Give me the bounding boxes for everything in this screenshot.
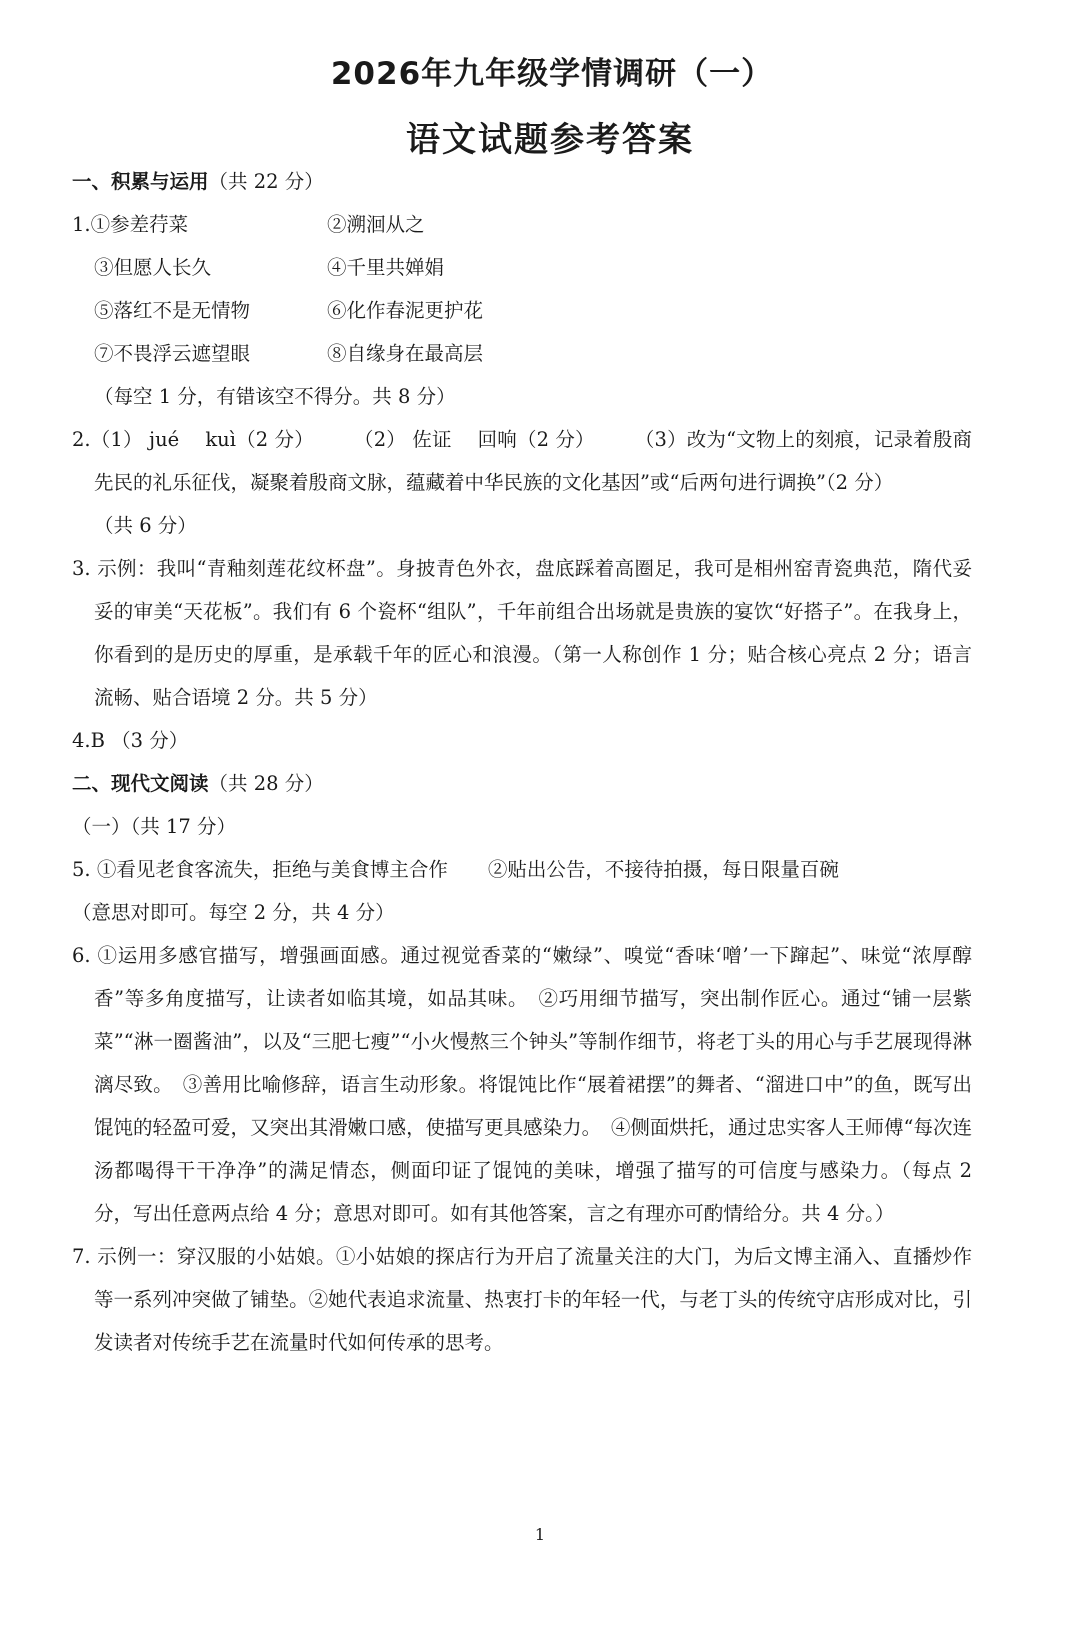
q7-answer: 7. 示例一：穿汉服的小姑娘。①小姑娘的探店行为开启了流量关注的大门，为后文博主涌入、直播炒作等一系列冲突做了铺垫。②她代表追求流量、热衷打卡的年轻一代，与老丁头的传统守店形成对比，引发读者对传统手艺在流量时代如何传承的思考。 [72, 1245, 972, 1354]
q4-answer: 4.B （3 分） [72, 729, 189, 752]
section-heading-1: 一、积累与运用（共 22 分） [72, 170, 324, 193]
answer-content [72, 160, 972, 1364]
q1-item-3: ③但愿人长久 [94, 256, 212, 279]
page-subtitle: 语文试题参考答案 [406, 120, 694, 160]
q1-note: （每空 1 分，有错该空不得分。共 8 分） [94, 385, 456, 408]
q3-answer: 3. 示例：我叫“青釉刻莲花纹杯盘”。身披青色外衣，盘底踩着高圈足，我可是相州窑青瓷典范，隋代妥妥的审美“天花板”。我们有 6 个瓷杯“组队”，千年前组合出场就是贵族的宴饮“好搭子”。在我身上，你看到的是历史的厚重，是承载千年的匠心和浪漫。（第一人称创作 1 分；贴合核心亮点 2 分；语言流畅、贴合语境 2 分。共 5 分） [72, 557, 972, 709]
section-points: （共 22 分） [208, 170, 324, 193]
q1-row-4 [72, 332, 972, 375]
q1-item-7: ⑦不畏浮云遮望眼 [94, 342, 251, 365]
q5-note: （意思对即可。每空 2 分，共 4 分） [72, 901, 395, 924]
subsection-heading-1: （一）（共 17 分） [72, 815, 236, 838]
q1-item-8: ⑧自缘身在最高层 [327, 342, 484, 365]
q1-row-1 [72, 203, 972, 246]
page-title: 2026年九年级学情调研（一） [330, 56, 774, 92]
q1-item-1: 1.①参差荇菜 [72, 213, 189, 236]
q1-item-4: ④千里共婵娟 [327, 256, 445, 279]
q1-row-3 [72, 289, 972, 332]
section-heading-2: 二、现代文阅读（共 28 分） [72, 772, 324, 795]
q1-item-2: ②溯洄从之 [327, 213, 425, 236]
section-points: （共 28 分） [208, 772, 324, 795]
page-number: 1 [534, 1525, 546, 1544]
q5-answer: 5. ①看见老食客流失，拒绝与美食博主合作 ②贴出公告，不接待拍摄，每日限量百碗 [72, 858, 839, 881]
q1-item-5: ⑤落红不是无情物 [94, 299, 251, 322]
q2-total: （共 6 分） [94, 514, 197, 537]
q1-row-2 [72, 246, 972, 289]
q1-item-6: ⑥化作春泥更护花 [327, 299, 484, 322]
q2-answer: 2.（1） jué kuì（2 分） （2） 佐证 回响（2 分） （3）改为“文物上的刻痕，记录着殷商先民的礼乐征伐，凝聚着殷商文脉，蕴藏着中华民族的文化基因”或“后两句进行调换”（2 分） [72, 428, 972, 494]
q6-answer: 6. ①运用多感官描写，增强画面感。通过视觉香菜的“嫩绿”、嗅觉“香味‘噌’一下蹿起”、味觉“浓厚醇香”等多角度描写，让读者如临其境，如品其味。 ②巧用细节描写，突出制作匠心。通过“铺一层紫菜”“淋一圈酱油”，以及“三肥七瘦”“小火慢熬三个钟头”等制作细节，将老丁头的用心与手艺展现得淋漓尽致。 ③善用比喻修辞，语言生动形象。将馄饨比作“展着裙摆”的舞者、“溜进口中”的鱼，既写出馄饨的轻盈可爱，又突出其滑嫩口感，使描写更具感染力。 ④侧面烘托，通过忠实客人王师傅“每次连汤都喝得干干净净”的满足情态，侧面印证了馄饨的美味，增强了描写的可信度与感染力。（每点 2 分，写出任意两点给 4 分；意思对即可。如有其他答案，言之有理亦可酌情给分。共 4 分。） [72, 944, 972, 1225]
